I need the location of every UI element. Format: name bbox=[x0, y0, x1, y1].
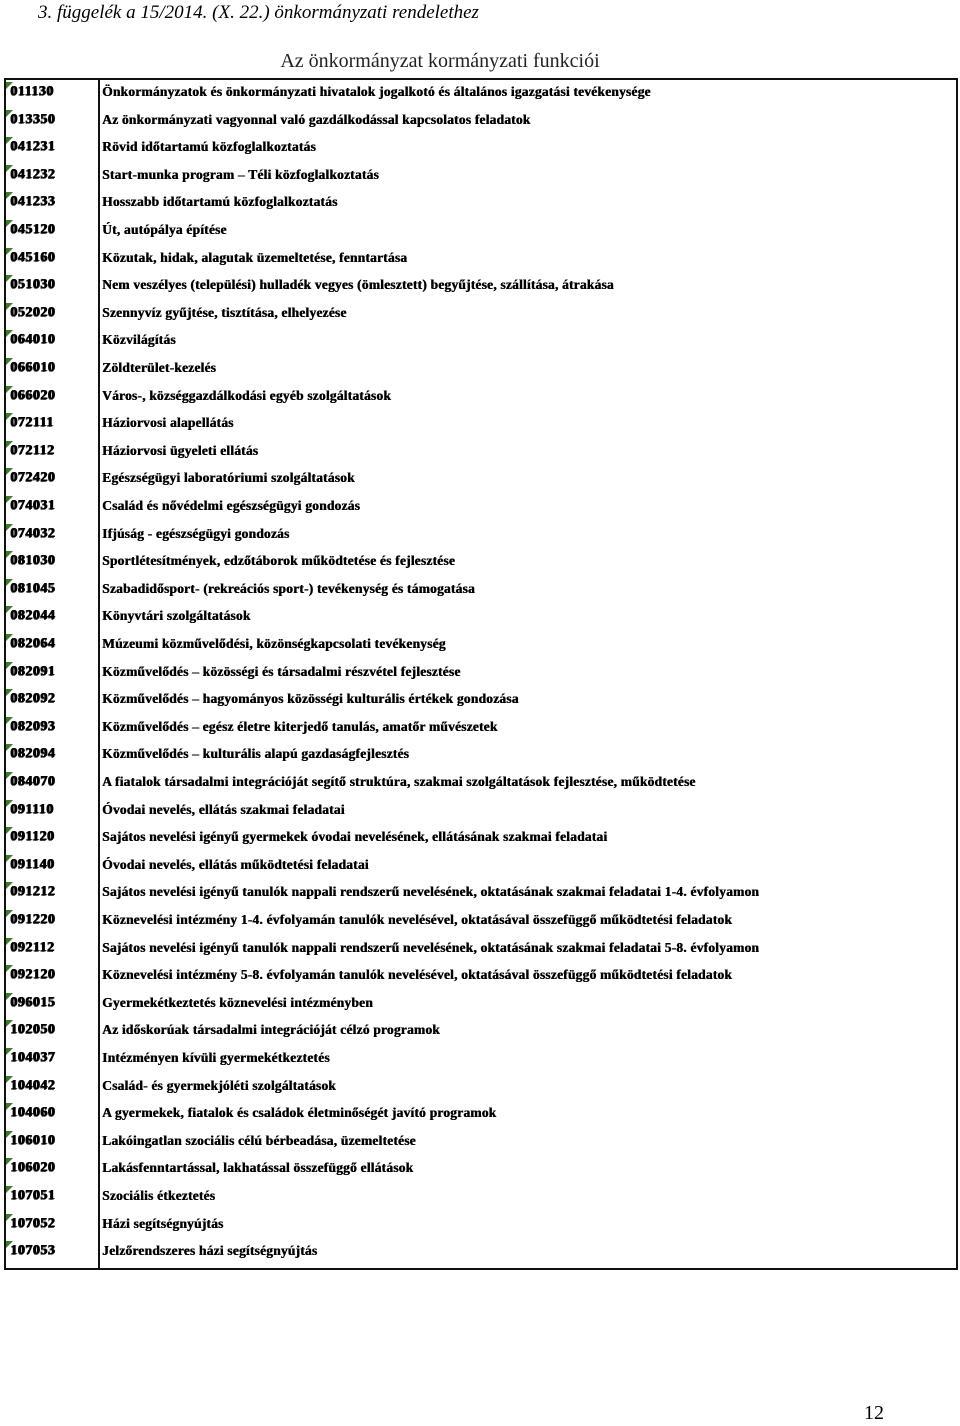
function-code: 082091 bbox=[10, 663, 55, 679]
function-name: Háziorvosi alapellátás bbox=[102, 415, 234, 431]
function-code: 106010 bbox=[10, 1132, 55, 1148]
table-row bbox=[6, 1103, 956, 1131]
table-row bbox=[6, 137, 956, 165]
function-name: Múzeumi közművelődési, közönségkapcsolati tevékenység bbox=[102, 636, 446, 651]
function-name: Sajátos nevelési igényű tanulók nappali rendszerű nevelésének, oktatásának szakmai feladatai 1-4. évfolyamon bbox=[102, 884, 760, 900]
function-code: 081045 bbox=[10, 580, 55, 596]
function-name: Jelzőrendszeres házi segítségnyújtás bbox=[102, 1243, 318, 1259]
table-row bbox=[6, 993, 956, 1021]
function-name: Közvilágítás bbox=[102, 332, 176, 348]
table-row bbox=[6, 330, 956, 358]
function-name: Köznevelési intézmény 1-4. évfolyamán tanulók nevelésével, oktatásával összefüggő működtetési feladatok bbox=[102, 912, 732, 927]
function-code: 096015 bbox=[10, 994, 55, 1010]
function-name: Rövid időtartamú közfoglalkoztatás bbox=[102, 139, 316, 155]
table-row bbox=[6, 744, 956, 772]
table-row bbox=[6, 1020, 956, 1048]
function-name: Gyermekétkeztetés köznevelési intézményben bbox=[102, 994, 373, 1010]
table-row bbox=[6, 1186, 956, 1214]
table-row bbox=[6, 800, 956, 828]
function-name: Háziorvosi ügyeleti ellátás bbox=[102, 442, 259, 458]
function-name: Szennyvíz gyűjtése, tisztítása, elhelyezése bbox=[102, 304, 347, 320]
table-row bbox=[6, 82, 956, 110]
page-number: 12 bbox=[864, 1402, 884, 1424]
function-code: 091140 bbox=[10, 856, 55, 872]
table-row bbox=[6, 1158, 956, 1186]
function-code: 107052 bbox=[10, 1215, 55, 1231]
function-name: A fiatalok társadalmi integrációját segítő struktúra, szakmai szolgáltatások fejlesztése, működtetése bbox=[102, 774, 696, 789]
page-subtitle: Az önkormányzat kormányzati funkciói bbox=[280, 50, 600, 72]
function-code: 091220 bbox=[10, 912, 55, 927]
function-name: Közművelődés – hagyományos közösségi kulturális értékek gondozása bbox=[102, 691, 519, 707]
table-row bbox=[6, 165, 956, 193]
function-name: Óvodai nevelés, ellátás működtetési feladatai bbox=[102, 856, 369, 872]
function-code: 041233 bbox=[10, 194, 55, 210]
table-row bbox=[6, 551, 956, 579]
function-name: Család és nővédelmi egészségügyi gondozás bbox=[102, 498, 360, 513]
table-row bbox=[6, 827, 956, 855]
appendix-title: 3. függelék a 15/2014. (X. 22.) önkormányzati rendelethez bbox=[38, 2, 479, 23]
function-name: Egészségügyi laboratóriumi szolgáltatások bbox=[102, 470, 355, 486]
function-code: 082093 bbox=[10, 718, 55, 734]
function-code: 084070 bbox=[10, 774, 55, 789]
table-row bbox=[6, 1076, 956, 1104]
function-code: 064010 bbox=[10, 332, 55, 348]
function-code: 074032 bbox=[10, 525, 55, 541]
function-code: 074031 bbox=[10, 498, 55, 513]
function-name: Sajátos nevelési igényű gyermekek óvodai nevelésének, ellátásának szakmai feladatai bbox=[102, 829, 608, 845]
function-name: Zöldterület-kezelés bbox=[102, 360, 217, 375]
function-name: Intézményen kívüli gyermekétkeztetés bbox=[102, 1050, 330, 1065]
function-name: Óvodai nevelés, ellátás szakmai feladatai bbox=[102, 801, 345, 817]
function-name: Város-, községgazdálkodási egyéb szolgáltatások bbox=[102, 387, 391, 403]
table-row bbox=[6, 882, 956, 910]
function-name: Közutak, hidak, alagutak üzemeltetése, fenntartása bbox=[102, 249, 408, 265]
function-code: 082092 bbox=[10, 691, 55, 707]
function-code: 091110 bbox=[10, 801, 54, 817]
function-code: 066010 bbox=[10, 360, 55, 375]
table-row bbox=[6, 606, 956, 634]
function-name: Sajátos nevelési igényű tanulók nappali rendszerű nevelésének, oktatásának szakmai feladatai 5-8. évfolyamon bbox=[102, 939, 760, 955]
function-name: Közművelődés – kulturális alapú gazdaságfejlesztés bbox=[102, 746, 409, 762]
table-row bbox=[6, 1131, 956, 1159]
functions-table bbox=[4, 78, 958, 1270]
function-name: Köznevelési intézmény 5-8. évfolyamán tanulók nevelésével, oktatásával összefüggő működtetési feladatok bbox=[102, 967, 732, 983]
function-name: Nem veszélyes (települési) hulladék vegyes (ömlesztett) begyűjtése, szállítása, átrakása bbox=[102, 277, 614, 293]
table-rows bbox=[6, 80, 956, 1268]
table-row bbox=[6, 413, 956, 441]
function-code: 072111 bbox=[10, 415, 54, 431]
table-row bbox=[6, 248, 956, 276]
function-name: Szociális étkeztetés bbox=[102, 1188, 216, 1203]
table-row bbox=[6, 192, 956, 220]
table-row bbox=[6, 468, 956, 496]
table-row bbox=[6, 689, 956, 717]
table-row bbox=[6, 965, 956, 993]
function-code: 045160 bbox=[10, 249, 55, 265]
function-code: 092120 bbox=[10, 967, 55, 983]
function-code: 051030 bbox=[10, 277, 55, 293]
function-name: Lakóingatlan szociális célú bérbeadása, üzemeltetése bbox=[102, 1132, 416, 1148]
table-row bbox=[6, 110, 956, 138]
function-name: Lakásfenntartással, lakhatással összefüggő ellátások bbox=[102, 1160, 414, 1176]
function-name: Önkormányzatok és önkormányzati hivatalok jogalkotó és általános igazgatási tevékenysége bbox=[102, 84, 651, 99]
table-row bbox=[6, 220, 956, 248]
table-row bbox=[6, 1214, 956, 1242]
table-row bbox=[6, 772, 956, 800]
function-name: Ifjúság - egészségügyi gondozás bbox=[102, 525, 290, 541]
function-name: Az időskorúak társadalmi integrációját célzó programok bbox=[102, 1022, 440, 1038]
function-name: Közművelődés – egész életre kiterjedő tanulás, amatőr művészetek bbox=[102, 718, 498, 734]
function-code: 082064 bbox=[10, 636, 55, 651]
function-code: 107053 bbox=[10, 1243, 55, 1259]
function-code: 041231 bbox=[10, 139, 55, 155]
function-name: Szabadidősport- (rekreációs sport-) tevékenység és támogatása bbox=[102, 580, 475, 596]
function-code: 104060 bbox=[10, 1105, 55, 1121]
function-code: 045120 bbox=[10, 222, 55, 237]
function-name: A gyermekek, fiatalok és családok életminőségét javító programok bbox=[102, 1105, 497, 1121]
table-row bbox=[6, 910, 956, 938]
table-row bbox=[6, 524, 956, 552]
function-code: 072420 bbox=[10, 470, 55, 486]
table-row bbox=[6, 579, 956, 607]
function-code: 052020 bbox=[10, 304, 55, 320]
function-code: 091120 bbox=[10, 829, 55, 845]
table-row bbox=[6, 634, 956, 662]
function-code: 106020 bbox=[10, 1160, 55, 1176]
table-row bbox=[6, 303, 956, 331]
function-name: Család- és gyermekjóléti szolgáltatások bbox=[102, 1077, 336, 1093]
table-row bbox=[6, 717, 956, 745]
function-code: 066020 bbox=[10, 387, 55, 403]
function-code: 092112 bbox=[10, 939, 55, 955]
function-name: Hosszabb időtartamú közfoglalkoztatás bbox=[102, 194, 338, 210]
table-row bbox=[6, 386, 956, 414]
function-name: Út, autópálya építése bbox=[102, 222, 227, 237]
function-code: 102050 bbox=[10, 1022, 55, 1038]
function-name: Sportlétesítmények, edzőtáborok működtetése és fejlesztése bbox=[102, 553, 455, 569]
function-name: Start-munka program – Téli közfoglalkoztatás bbox=[102, 166, 379, 182]
function-code: 104042 bbox=[10, 1077, 55, 1093]
table-row bbox=[6, 1241, 956, 1269]
function-code: 081030 bbox=[10, 553, 55, 569]
function-code: 013350 bbox=[10, 111, 55, 127]
table-row bbox=[6, 358, 956, 386]
table-row bbox=[6, 1048, 956, 1076]
function-code: 082044 bbox=[10, 608, 55, 624]
table-row bbox=[6, 855, 956, 883]
function-name: Közművelődés – közösségi és társadalmi részvétel fejlesztése bbox=[102, 663, 461, 679]
function-code: 107051 bbox=[10, 1188, 55, 1203]
table-row bbox=[6, 496, 956, 524]
function-code: 082094 bbox=[10, 746, 55, 762]
function-code: 104037 bbox=[10, 1050, 55, 1065]
function-name: Házi segítségnyújtás bbox=[102, 1215, 224, 1231]
function-name: Az önkormányzati vagyonnal való gazdálkodással kapcsolatos feladatok bbox=[102, 111, 531, 127]
function-code: 041232 bbox=[10, 166, 55, 182]
function-name: Könyvtári szolgáltatások bbox=[102, 608, 251, 624]
function-code: 011130 bbox=[10, 84, 54, 99]
table-row bbox=[6, 938, 956, 966]
table-row bbox=[6, 662, 956, 690]
function-code: 091212 bbox=[10, 884, 55, 900]
function-code: 072112 bbox=[10, 442, 55, 458]
table-row bbox=[6, 275, 956, 303]
table-row bbox=[6, 441, 956, 469]
